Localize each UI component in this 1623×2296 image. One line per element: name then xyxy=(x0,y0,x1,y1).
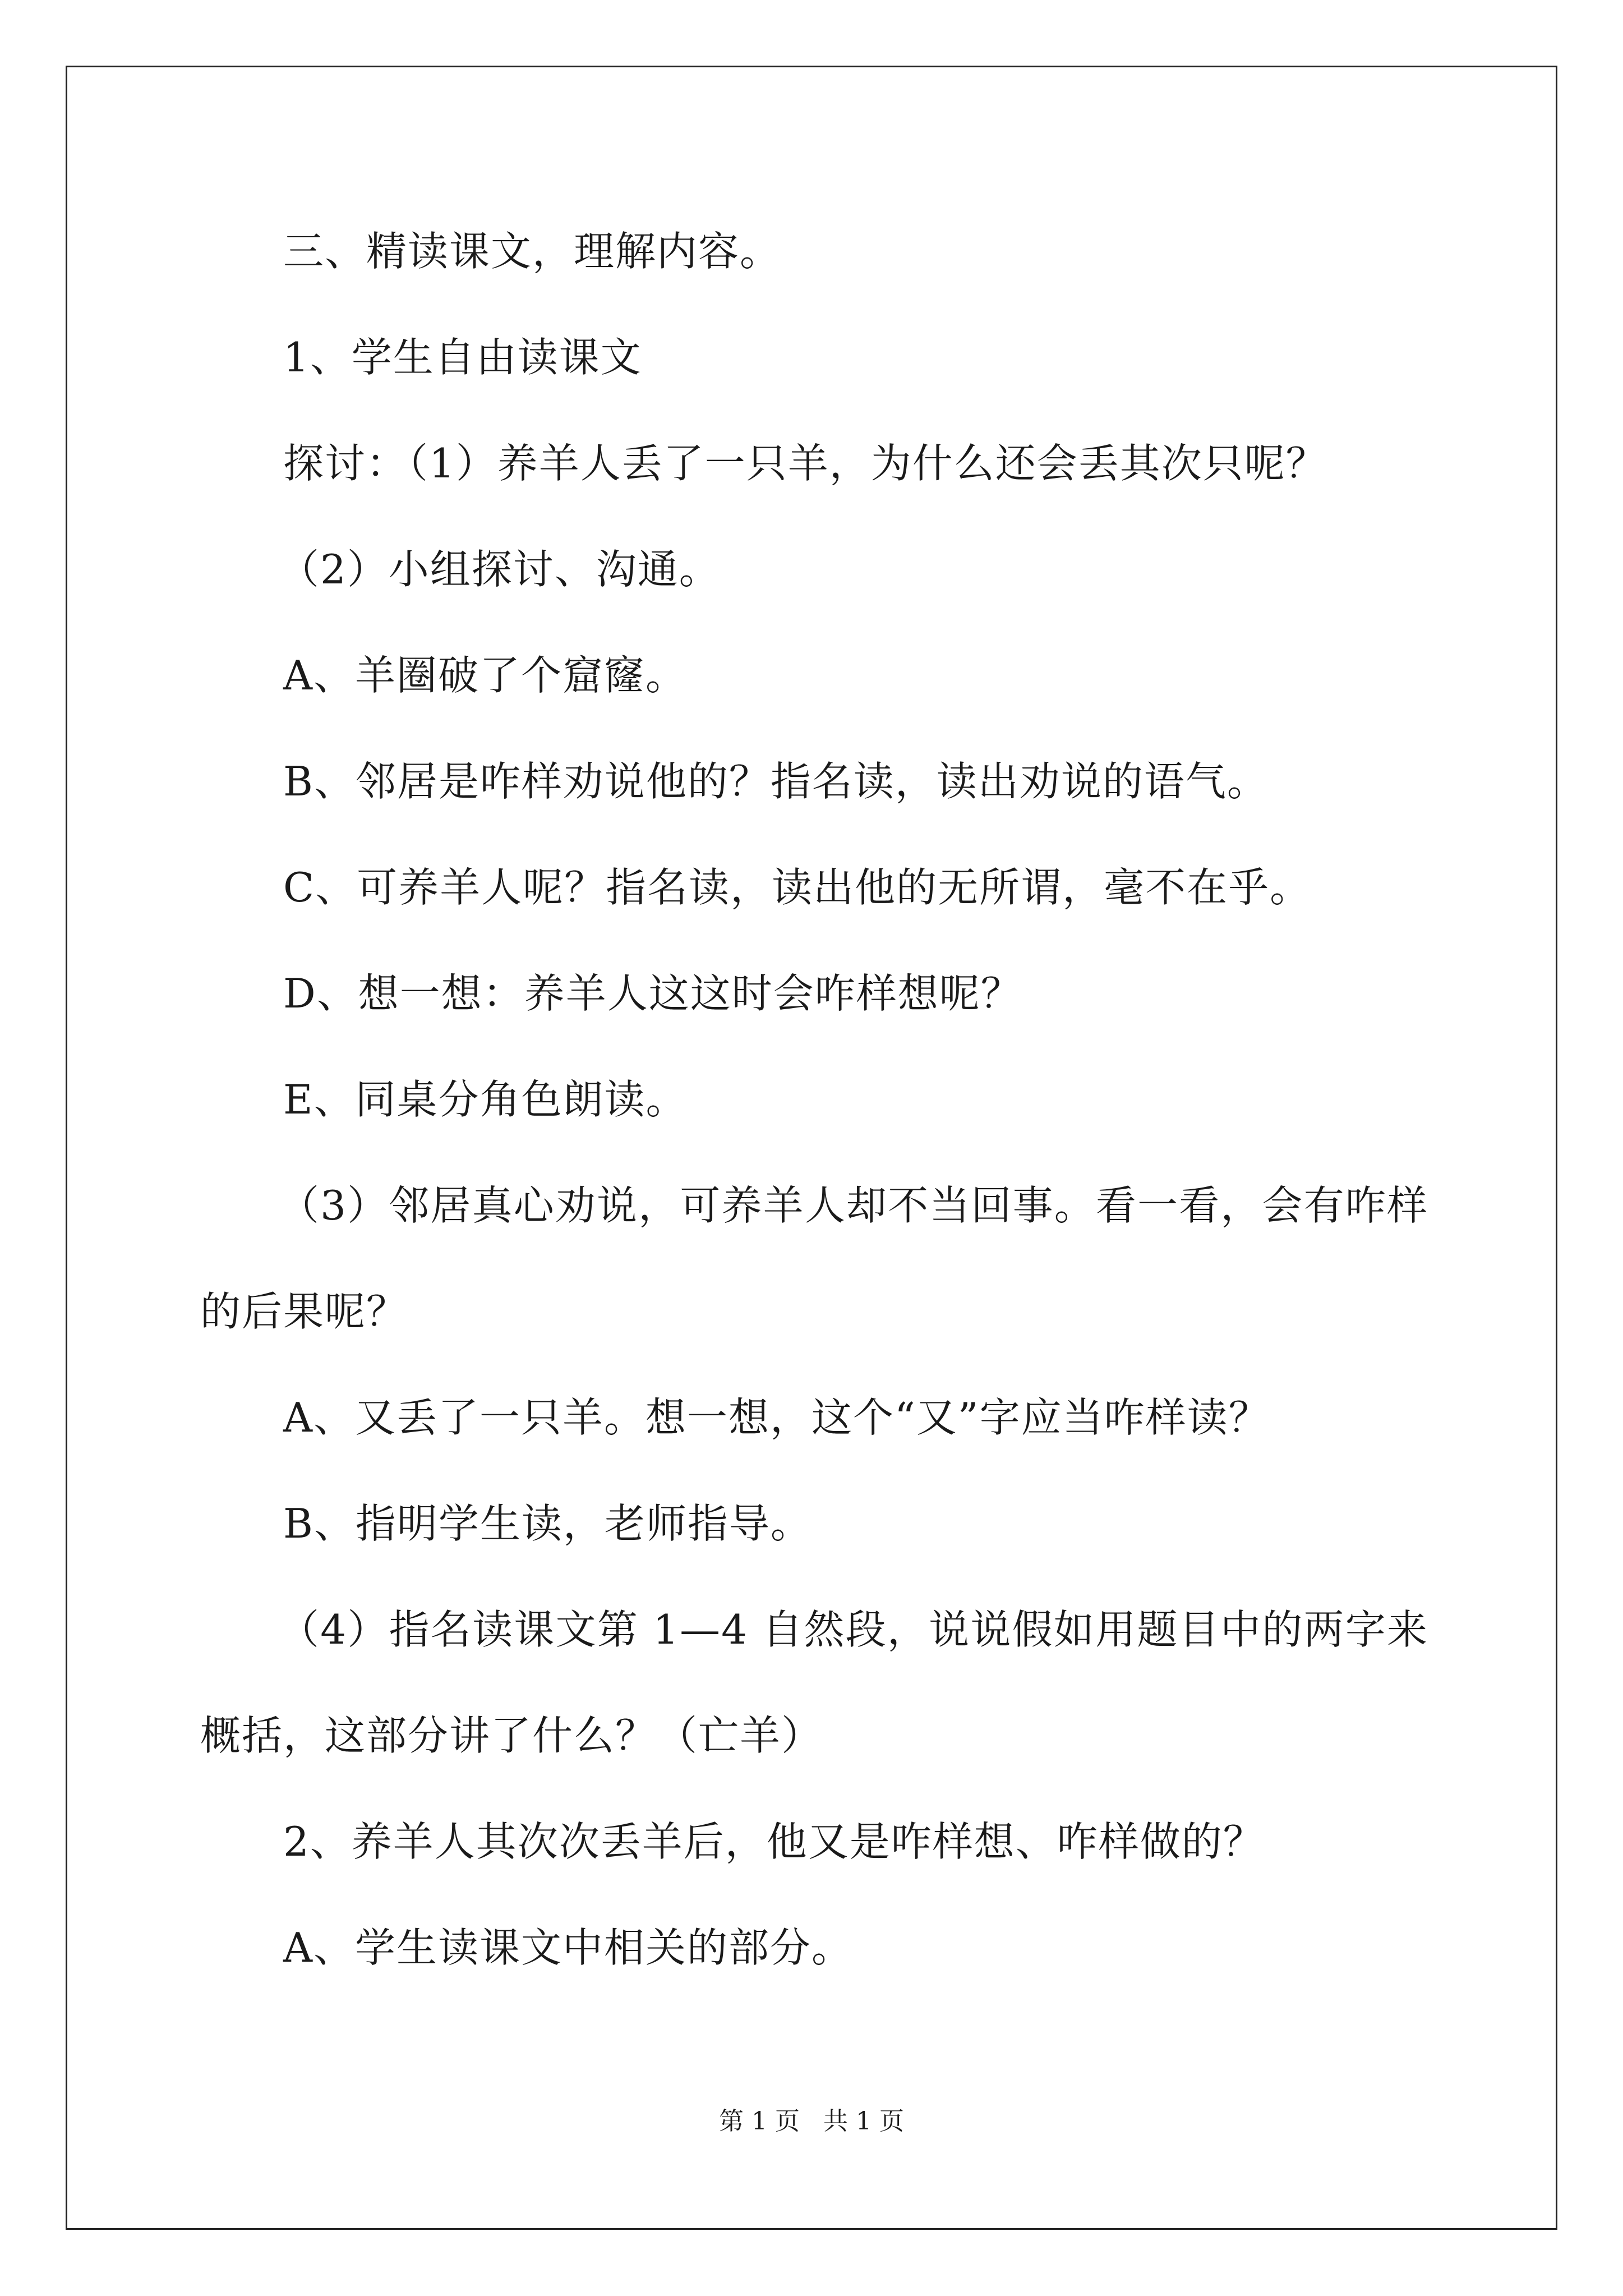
paragraph: （4）指名读课文第 1—4 自然段，说说假如用题目中的两字来概括，这部分讲了什么？（亡羊） xyxy=(200,1606,1428,1759)
paragraph: D、想一想：养羊人这这时会咋样想呢？ xyxy=(283,970,1022,1017)
page-footer xyxy=(0,2105,1623,2138)
paragraph: 探讨：（1）养羊人丢了一只羊，为什么还会丢其次只呢？ xyxy=(283,440,1327,487)
paragraph: B、邻居是咋样劝说他的？指名读，读出劝说的语气。 xyxy=(283,758,1269,805)
paragraph: （2）小组探讨、沟通。 xyxy=(279,546,721,593)
paragraph: A、羊圈破了个窟窿。 xyxy=(283,652,687,699)
document-body xyxy=(200,199,1428,2001)
paragraph: A、学生读课文中相关的部分。 xyxy=(283,1924,853,1971)
page-number: 第 1 页 xyxy=(719,2107,800,2136)
paragraph: A、又丢了一只羊。想一想，这个“又”字应当咋样读？ xyxy=(283,1394,1270,1441)
paragraph: 2、养羊人其次次丢羊后，他又是咋样想、咋样做的？ xyxy=(283,1818,1265,1865)
paragraph: 三、精读课文，理解内容。 xyxy=(283,228,782,275)
paragraph: E、同桌分角色朗读。 xyxy=(283,1076,688,1123)
paragraph: （3）邻居真心劝说，可养羊人却不当回事。看一看，会有咋样的后果呢？ xyxy=(200,1182,1428,1335)
paragraph: B、指明学生读，老师指导。 xyxy=(283,1500,812,1547)
paragraph: C、可养羊人呢？指名读，读出他的无所谓，毫不在乎。 xyxy=(283,864,1312,911)
page-total: 共 1 页 xyxy=(823,2107,904,2136)
paragraph: 1、学生自由读课文 xyxy=(283,334,642,381)
